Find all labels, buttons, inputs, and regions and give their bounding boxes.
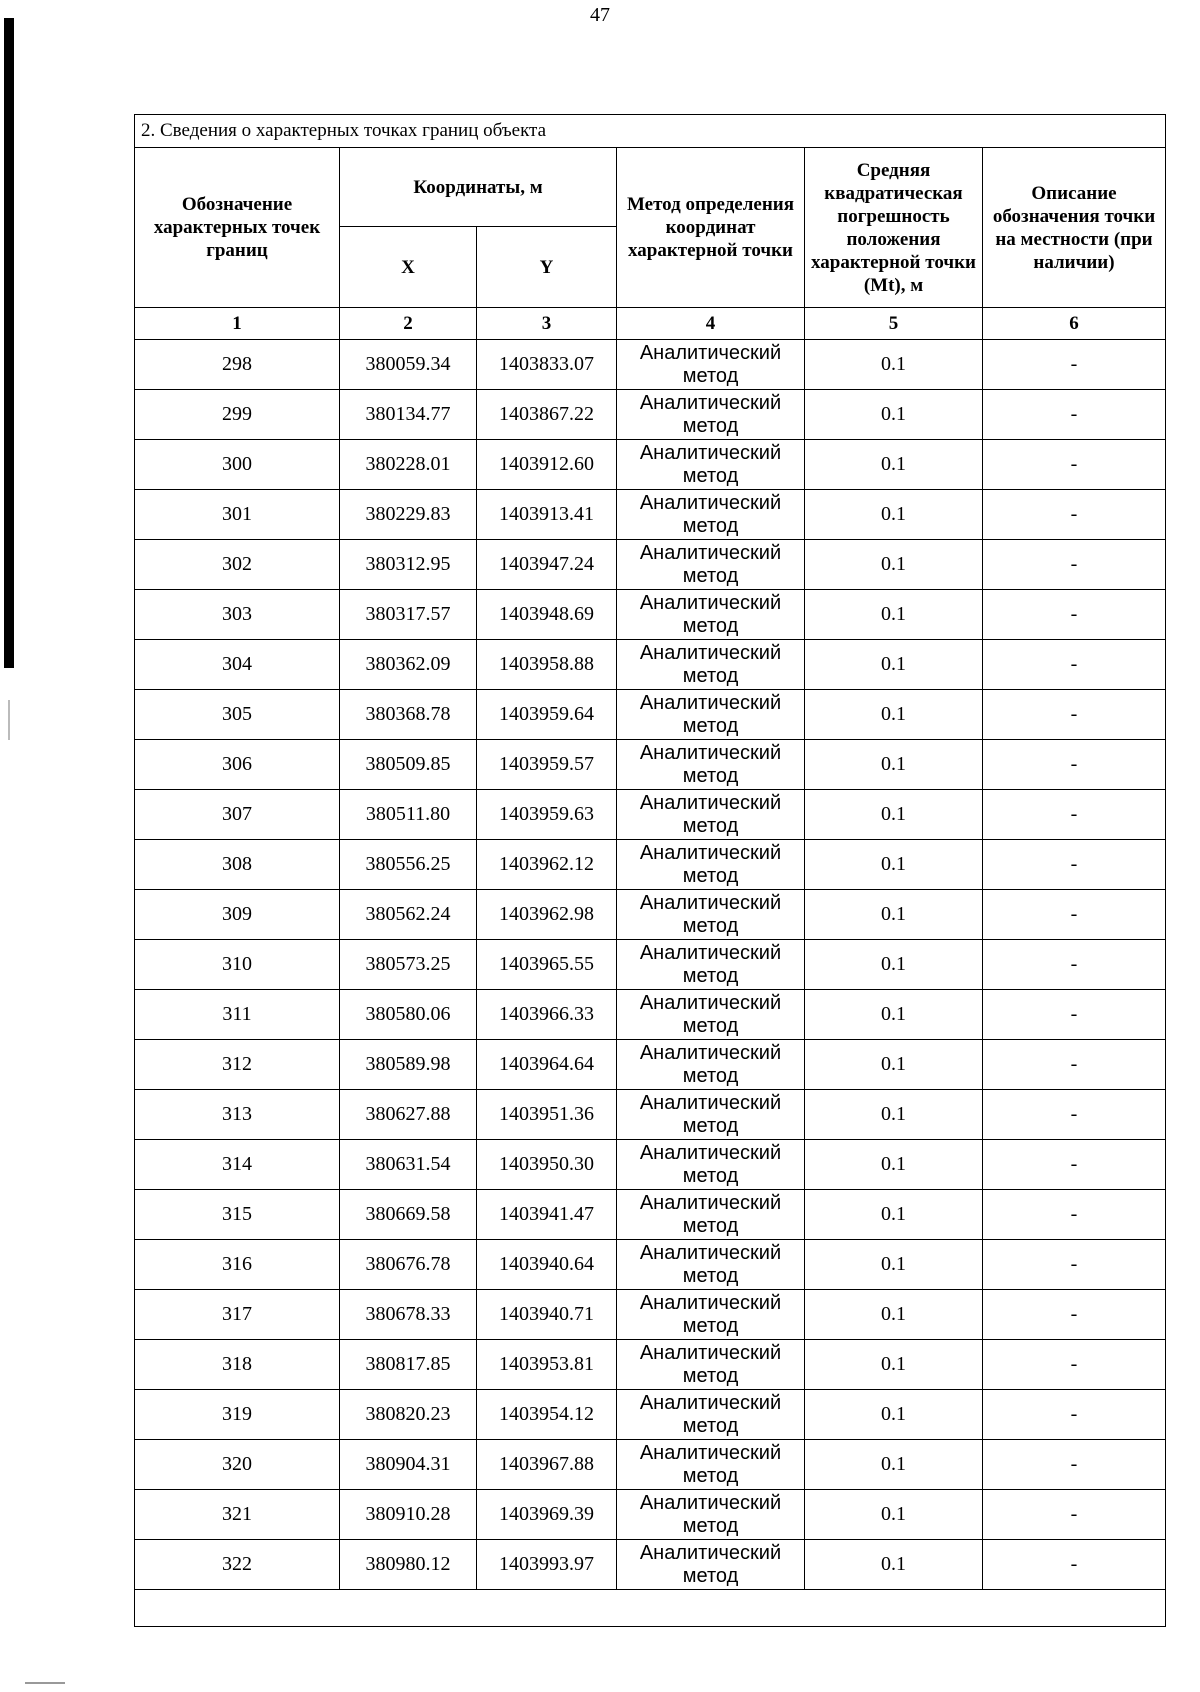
column-number: 2 [340,308,477,340]
column-number: 3 [477,308,617,340]
point-id-cell: 300 [135,440,340,490]
description-cell: - [983,1490,1166,1540]
point-id-cell: 306 [135,740,340,790]
table-row [135,1540,1166,1590]
method-cell: Аналитический метод [617,1240,805,1290]
table-row [135,540,1166,590]
boundary-points-table [134,114,1166,1627]
error-cell: 0.1 [805,940,983,990]
x-coordinate-cell: 380362.09 [340,640,477,690]
description-cell: - [983,840,1166,890]
x-coordinate-cell: 380820.23 [340,1390,477,1440]
error-cell: 0.1 [805,1090,983,1140]
point-id-cell: 314 [135,1140,340,1190]
point-id-cell: 317 [135,1290,340,1340]
error-cell: 0.1 [805,1040,983,1090]
y-coordinate-cell: 1403867.22 [477,390,617,440]
method-cell: Аналитический метод [617,1040,805,1090]
x-coordinate-cell: 380910.28 [340,1490,477,1540]
method-cell: Аналитический метод [617,1340,805,1390]
method-cell: Аналитический метод [617,490,805,540]
point-id-cell: 310 [135,940,340,990]
error-cell: 0.1 [805,1340,983,1390]
point-id-cell: 305 [135,690,340,740]
y-coordinate-cell: 1403962.12 [477,840,617,890]
point-id-cell: 309 [135,890,340,940]
table-row [135,440,1166,490]
y-coordinate-cell: 1403954.12 [477,1390,617,1440]
y-coordinate-cell: 1403948.69 [477,590,617,640]
table-caption: 2. Сведения о характерных точках границ объекта [135,115,1166,148]
error-cell: 0.1 [805,840,983,890]
point-id-cell: 321 [135,1490,340,1540]
point-id-cell: 299 [135,390,340,440]
method-cell: Аналитический метод [617,1290,805,1340]
error-cell: 0.1 [805,890,983,940]
description-cell: - [983,790,1166,840]
point-id-cell: 298 [135,340,340,390]
x-coordinate-cell: 380573.25 [340,940,477,990]
table-row [135,1290,1166,1340]
y-coordinate-cell: 1403951.36 [477,1090,617,1140]
table-row [135,890,1166,940]
error-cell: 0.1 [805,790,983,840]
table-row [135,390,1166,440]
y-coordinate-cell: 1403959.63 [477,790,617,840]
y-coordinate-cell: 1403950.30 [477,1140,617,1190]
description-cell: - [983,640,1166,690]
table-row [135,590,1166,640]
x-coordinate-cell: 380509.85 [340,740,477,790]
point-id-cell: 302 [135,540,340,590]
method-cell: Аналитический метод [617,340,805,390]
y-coordinate-cell: 1403940.71 [477,1290,617,1340]
y-coordinate-cell: 1403947.24 [477,540,617,590]
error-cell: 0.1 [805,1490,983,1540]
point-id-cell: 315 [135,1190,340,1240]
x-coordinate-cell: 380631.54 [340,1140,477,1190]
error-cell: 0.1 [805,340,983,390]
method-cell: Аналитический метод [617,1440,805,1490]
column-number: 1 [135,308,340,340]
y-coordinate-cell: 1403959.64 [477,690,617,740]
description-cell: - [983,690,1166,740]
page-number: 47 [590,4,610,26]
method-cell: Аналитический метод [617,1090,805,1140]
description-cell: - [983,440,1166,490]
method-cell: Аналитический метод [617,740,805,790]
header-method: Метод определения координат характерной точки [617,148,805,308]
error-cell: 0.1 [805,1390,983,1440]
scan-edge-tick [8,700,10,740]
description-cell: - [983,1540,1166,1590]
error-cell: 0.1 [805,1140,983,1190]
description-cell: - [983,1140,1166,1190]
error-cell: 0.1 [805,1290,983,1340]
x-coordinate-cell: 380669.58 [340,1190,477,1240]
table-row [135,1190,1166,1240]
header-description: Описание обозначения точки на местности (при наличии) [983,148,1166,308]
method-cell: Аналитический метод [617,990,805,1040]
y-coordinate-cell: 1403993.97 [477,1540,617,1590]
table-row [135,1090,1166,1140]
description-cell: - [983,1040,1166,1090]
y-coordinate-cell: 1403966.33 [477,990,617,1040]
point-id-cell: 301 [135,490,340,540]
table-row [135,1440,1166,1490]
point-id-cell: 308 [135,840,340,890]
method-cell: Аналитический метод [617,940,805,990]
point-id-cell: 320 [135,1440,340,1490]
point-id-cell: 318 [135,1340,340,1390]
x-coordinate-cell: 380904.31 [340,1440,477,1490]
description-cell: - [983,490,1166,540]
description-cell: - [983,890,1166,940]
point-id-cell: 319 [135,1390,340,1440]
x-coordinate-cell: 380317.57 [340,590,477,640]
error-cell: 0.1 [805,1440,983,1490]
x-coordinate-cell: 380589.98 [340,1040,477,1090]
error-cell: 0.1 [805,1540,983,1590]
table-row [135,940,1166,990]
x-coordinate-cell: 380817.85 [340,1340,477,1390]
description-cell: - [983,540,1166,590]
point-id-cell: 312 [135,1040,340,1090]
method-cell: Аналитический метод [617,790,805,840]
x-coordinate-cell: 380511.80 [340,790,477,840]
error-cell: 0.1 [805,740,983,790]
error-cell: 0.1 [805,440,983,490]
point-id-cell: 311 [135,990,340,1040]
method-cell: Аналитический метод [617,1540,805,1590]
table-row [135,640,1166,690]
x-coordinate-cell: 380368.78 [340,690,477,740]
y-coordinate-cell: 1403913.41 [477,490,617,540]
x-coordinate-cell: 380580.06 [340,990,477,1040]
table-row [135,1490,1166,1540]
x-coordinate-cell: 380980.12 [340,1540,477,1590]
error-cell: 0.1 [805,1190,983,1240]
table-row [135,1140,1166,1190]
x-coordinate-cell: 380312.95 [340,540,477,590]
error-cell: 0.1 [805,540,983,590]
error-cell: 0.1 [805,490,983,540]
point-id-cell: 316 [135,1240,340,1290]
description-cell: - [983,1190,1166,1240]
description-cell: - [983,740,1166,790]
column-number: 4 [617,308,805,340]
point-id-cell: 307 [135,790,340,840]
method-cell: Аналитический метод [617,840,805,890]
method-cell: Аналитический метод [617,1490,805,1540]
header-y: Y [477,227,617,308]
description-cell: - [983,940,1166,990]
y-coordinate-cell: 1403833.07 [477,340,617,390]
table-row [135,1340,1166,1390]
description-cell: - [983,1340,1166,1390]
error-cell: 0.1 [805,1240,983,1290]
x-coordinate-cell: 380059.34 [340,340,477,390]
x-coordinate-cell: 380676.78 [340,1240,477,1290]
x-coordinate-cell: 380229.83 [340,490,477,540]
description-cell: - [983,340,1166,390]
method-cell: Аналитический метод [617,890,805,940]
description-cell: - [983,1090,1166,1140]
error-cell: 0.1 [805,590,983,640]
table-row [135,1040,1166,1090]
method-cell: Аналитический метод [617,440,805,490]
table-row [135,690,1166,740]
error-cell: 0.1 [805,690,983,740]
description-cell: - [983,990,1166,1040]
x-coordinate-cell: 380134.77 [340,390,477,440]
y-coordinate-cell: 1403959.57 [477,740,617,790]
x-coordinate-cell: 380556.25 [340,840,477,890]
scan-edge-mark [4,18,14,668]
description-cell: - [983,1440,1166,1490]
header-coordinates: Координаты, м [340,148,617,227]
table-row [135,740,1166,790]
y-coordinate-cell: 1403912.60 [477,440,617,490]
y-coordinate-cell: 1403953.81 [477,1340,617,1390]
scan-footer-mark [25,1682,65,1684]
column-number-row [135,308,1166,340]
point-id-cell: 303 [135,590,340,640]
description-cell: - [983,390,1166,440]
y-coordinate-cell: 1403962.98 [477,890,617,940]
table-row [135,1240,1166,1290]
description-cell: - [983,590,1166,640]
error-cell: 0.1 [805,990,983,1040]
table-row [135,490,1166,540]
header-error: Средняя квадратическая погрешность положения характерной точки (Mt), м [805,148,983,308]
table-row [135,1390,1166,1440]
y-coordinate-cell: 1403941.47 [477,1190,617,1240]
y-coordinate-cell: 1403967.88 [477,1440,617,1490]
error-cell: 0.1 [805,640,983,690]
table-row [135,340,1166,390]
method-cell: Аналитический метод [617,1190,805,1240]
method-cell: Аналитический метод [617,640,805,690]
point-id-cell: 304 [135,640,340,690]
error-cell: 0.1 [805,390,983,440]
method-cell: Аналитический метод [617,540,805,590]
method-cell: Аналитический метод [617,590,805,640]
method-cell: Аналитический метод [617,690,805,740]
x-coordinate-cell: 380678.33 [340,1290,477,1340]
method-cell: Аналитический метод [617,1390,805,1440]
y-coordinate-cell: 1403958.88 [477,640,617,690]
point-id-cell: 313 [135,1090,340,1140]
y-coordinate-cell: 1403940.64 [477,1240,617,1290]
description-cell: - [983,1290,1166,1340]
column-number: 6 [983,308,1166,340]
column-number: 5 [805,308,983,340]
table-row [135,790,1166,840]
point-id-cell: 322 [135,1540,340,1590]
description-cell: - [983,1390,1166,1440]
table-row [135,990,1166,1040]
header-x: X [340,227,477,308]
header-designation: Обозначение характерных точек границ [135,148,340,308]
method-cell: Аналитический метод [617,1140,805,1190]
method-cell: Аналитический метод [617,390,805,440]
table-row [135,840,1166,890]
y-coordinate-cell: 1403965.55 [477,940,617,990]
y-coordinate-cell: 1403969.39 [477,1490,617,1540]
y-coordinate-cell: 1403964.64 [477,1040,617,1090]
x-coordinate-cell: 380562.24 [340,890,477,940]
x-coordinate-cell: 380627.88 [340,1090,477,1140]
table-empty-footer-row [135,1590,1166,1627]
description-cell: - [983,1240,1166,1290]
x-coordinate-cell: 380228.01 [340,440,477,490]
